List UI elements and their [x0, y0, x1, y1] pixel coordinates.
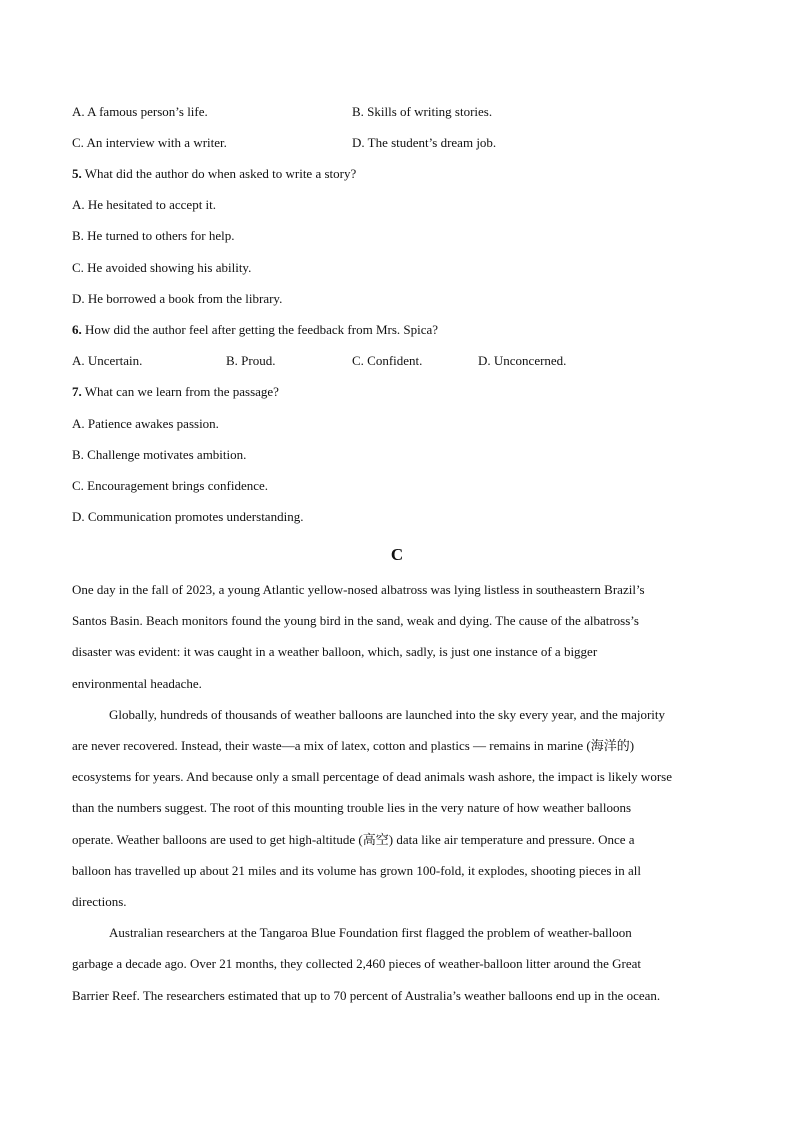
passage-p2-line-1: Globally, hundreds of thousands of weather balloons are launched into the sky every year, and the majority [109, 707, 666, 722]
q4-option-c: C. An interview with a writer. [72, 135, 227, 150]
q7-stem-text: What can we learn from the passage? [81, 384, 279, 399]
q7-stem [72, 384, 732, 400]
q6-stem [72, 322, 732, 338]
q5-number: 5. [72, 166, 82, 181]
q4-options-row-2 [72, 135, 732, 151]
q7-option-a: A. Patience awakes passion. [72, 416, 219, 431]
section-heading: C [390, 545, 404, 564]
q6-option-c: C. Confident. [352, 353, 423, 368]
q4-options-row-1 [72, 104, 732, 120]
passage-p2-line-2: are never recovered. Instead, their waste—a mix of latex, cotton and plastics — remains in marine (海洋的) [72, 738, 635, 753]
q5-option-c: C. He avoided showing his ability. [72, 260, 252, 275]
passage-p1-line-2: Santos Basin. Beach monitors found the young bird in the sand, weak and dying. The cause of the albatross’s [72, 613, 639, 628]
q7-option-d: D. Communication promotes understanding. [72, 509, 304, 524]
passage-p2-line-6: balloon has travelled up about 21 miles and its volume has grown 100-fold, it explodes, shooting pieces in all [72, 863, 642, 878]
q4-option-d: D. The student’s dream job. [352, 135, 497, 150]
passage-p2-line-3: ecosystems for years. And because only a small percentage of dead animals wash ashore, the impact is likely worse [72, 769, 672, 784]
q5-stem [72, 166, 732, 182]
passage-p1-line-3: disaster was evident: it was caught in a weather balloon, which, sadly, is just one instance of a bigger [72, 644, 598, 659]
q6-stem-text: How did the author feel after getting the feedback from Mrs. Spica? [81, 322, 439, 337]
q5-option-a: A. He hesitated to accept it. [72, 197, 217, 212]
q7-option-b: B. Challenge motivates ambition. [72, 447, 247, 462]
q4-option-a: A. A famous person’s life. [72, 104, 208, 119]
q6-option-b: B. Proud. [226, 353, 276, 368]
q6-options-row [72, 353, 732, 369]
passage-p2-line-7: directions. [72, 894, 127, 909]
passage-p3-line-3: Barrier Reef. The researchers estimated that up to 70 percent of Australia’s weather balloons end up in the ocean. [72, 988, 661, 1003]
q6-option-a: A. Uncertain. [72, 353, 143, 368]
q6-number: 6. [72, 322, 82, 337]
q4-option-b: B. Skills of writing stories. [352, 104, 493, 119]
q5-option-b: B. He turned to others for help. [72, 228, 235, 243]
q5-stem-text: What did the author do when asked to write a story? [81, 166, 357, 181]
passage-p2-line-4: than the numbers suggest. The root of this mounting trouble lies in the very nature of how weather balloons [72, 800, 632, 815]
q7-number: 7. [72, 384, 82, 399]
q7-option-c: C. Encouragement brings confidence. [72, 478, 269, 493]
passage-p2-line-5: operate. Weather balloons are used to get high-altitude (高空) data like air temperature and pressure. Once a [72, 832, 635, 847]
passage-p3-line-2: garbage a decade ago. Over 21 months, they collected 2,460 pieces of weather-balloon litter around the Great [72, 956, 641, 971]
passage-p1-line-1: One day in the fall of 2023, a young Atlantic yellow-nosed albatross was lying listless in southeastern Brazil’s [72, 582, 645, 597]
passage-p1-line-4: environmental headache. [72, 676, 202, 691]
passage-p3-line-1: Australian researchers at the Tangaroa Blue Foundation first flagged the problem of weather-balloon [109, 925, 632, 940]
q6-option-d: D. Unconcerned. [478, 353, 567, 368]
q5-option-d: D. He borrowed a book from the library. [72, 291, 283, 306]
